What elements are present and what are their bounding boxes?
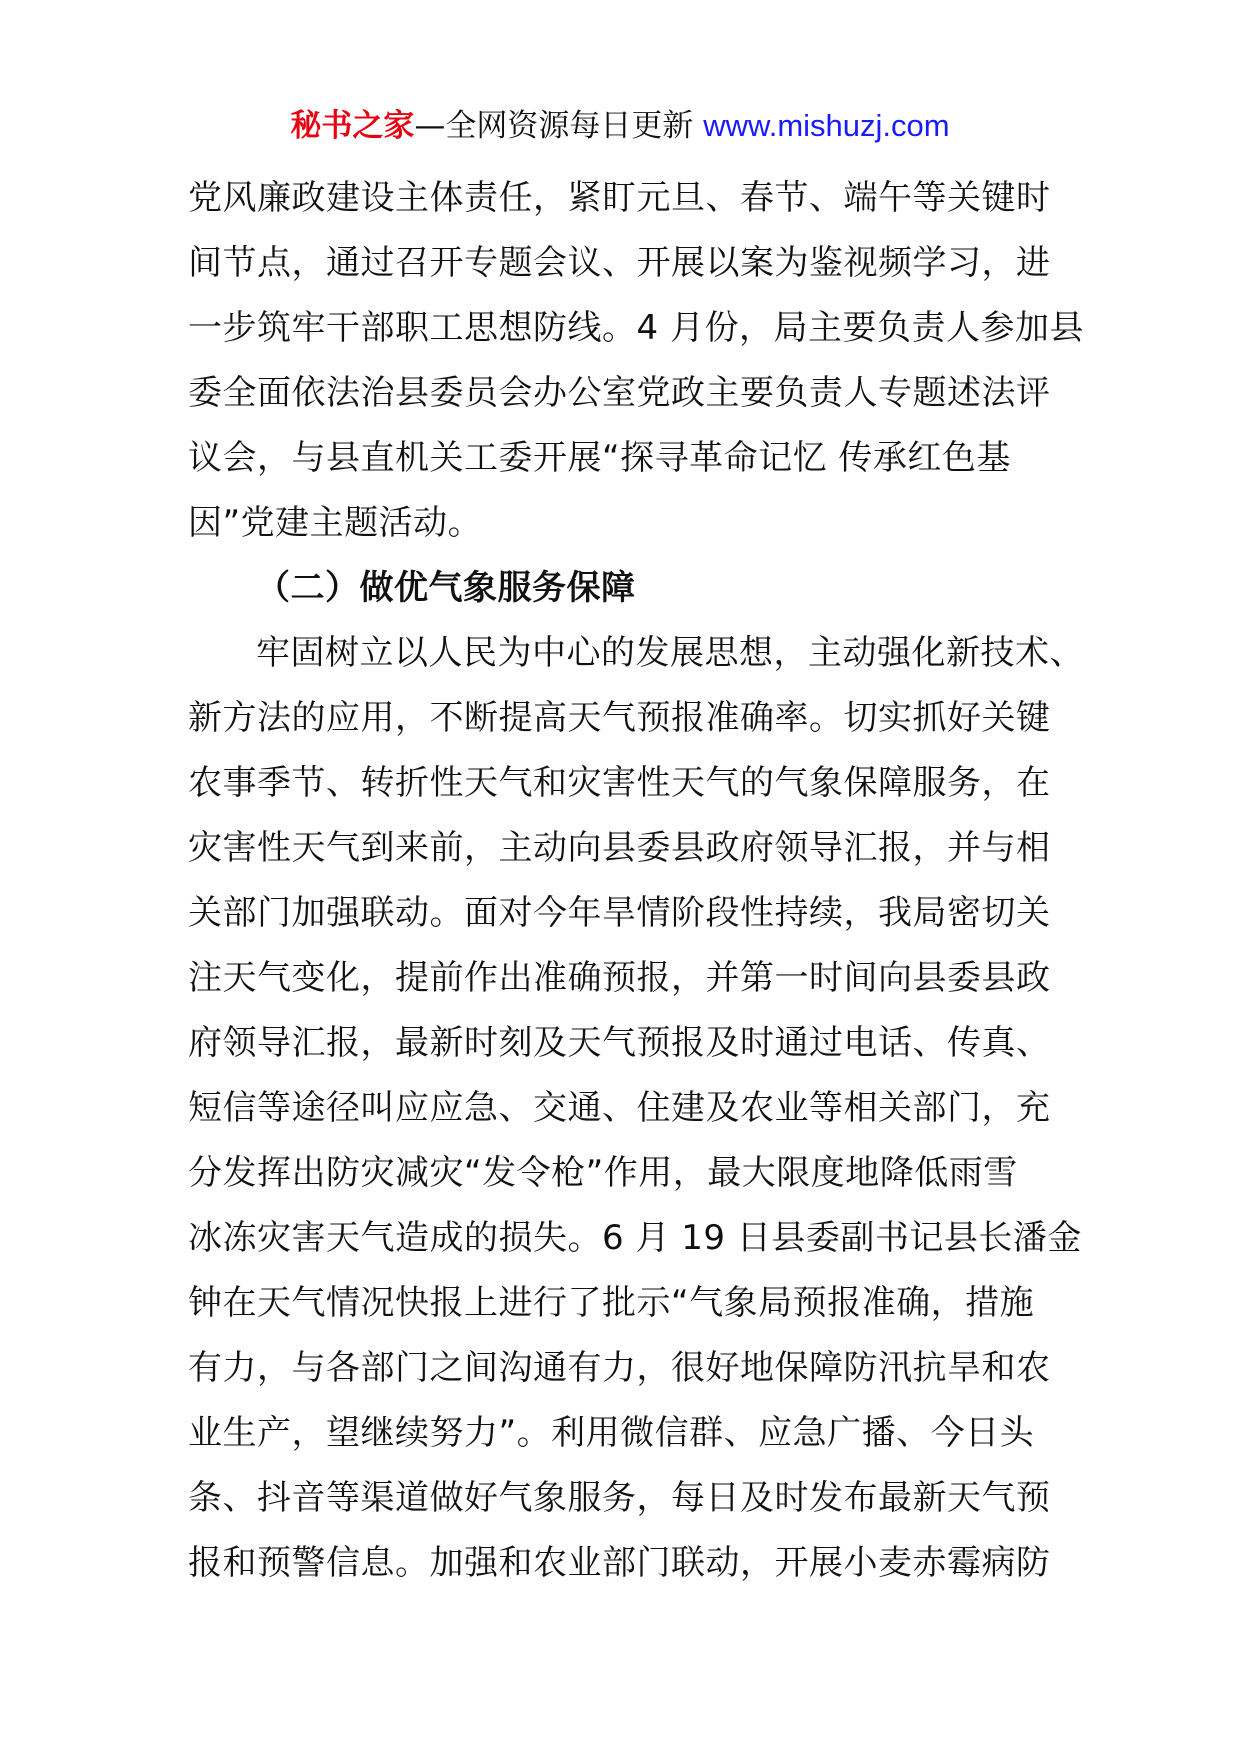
paragraph-line: 注天气变化，提前作出准确预报，并第一时间向县委县政 bbox=[188, 958, 1051, 998]
section-heading: （二）做优气象服务保障 bbox=[256, 568, 636, 608]
paragraph-line: 牢固树立以人民为中心的发展思想，主动强化新技术、 bbox=[256, 633, 1084, 673]
paragraph-line: 钟在天气情况快报上进行了批示“气象局预报准确，措施 bbox=[188, 1283, 1035, 1323]
paragraph-line: 短信等途径叫应应急、交通、住建及农业等相关部门，充 bbox=[188, 1088, 1051, 1128]
paragraph-line: 间节点，通过召开专题会议、开展以案为鉴视频学习，进 bbox=[188, 243, 1051, 283]
header-tagline: —全网资源每日更新 bbox=[414, 108, 704, 144]
paragraph-line: 冰冻灾害天气造成的损失。6 月 19 日县委副书记县长潘金 bbox=[188, 1218, 1082, 1258]
paragraph-line: 委全面依法治县委员会办公室党政主要负责人专题述法评 bbox=[188, 373, 1051, 413]
brand-name: 秘书之家 bbox=[290, 108, 415, 144]
paragraph-line: 新方法的应用，不断提高天气预报准确率。切实抓好关键 bbox=[188, 698, 1051, 738]
paragraph-line: 有力，与各部门之间沟通有力，很好地保障防汛抗旱和农 bbox=[188, 1348, 1051, 1388]
paragraph-line: 报和预警信息。加强和农业部门联动，开展小麦赤霉病防 bbox=[188, 1543, 1051, 1583]
paragraph-line: 一步筑牢干部职工思想防线。4 月份，局主要负责人参加县 bbox=[188, 308, 1084, 348]
paragraph-line: 条、抖音等渠道做好气象服务，每日及时发布最新天气预 bbox=[188, 1478, 1051, 1518]
paragraph-line: 因”党建主题活动。 bbox=[188, 503, 483, 543]
page-header bbox=[0, 104, 1240, 148]
paragraph-line: 农事季节、转折性天气和灾害性天气的气象保障服务，在 bbox=[188, 763, 1051, 803]
paragraph-line: 分发挥出防灾减灾“发令枪”作用，最大限度地降低雨雪 bbox=[188, 1153, 1018, 1193]
paragraph-line: 业生产，望继续努力”。利用微信群、应急广播、今日头 bbox=[188, 1413, 1035, 1453]
paragraph-line: 关部门加强联动。面对今年旱情阶段性持续，我局密切关 bbox=[188, 893, 1051, 933]
document-body bbox=[188, 166, 1084, 1596]
paragraph-line: 府领导汇报，最新时刻及天气预报及时通过电话、传真、 bbox=[188, 1023, 1051, 1063]
paragraph-line: 灾害性天气到来前，主动向县委县政府领导汇报，并与相 bbox=[188, 828, 1051, 868]
paragraph-line: 议会，与县直机关工委开展“探寻革命记忆 传承红色基 bbox=[188, 438, 1011, 478]
website-link[interactable]: www.mishuzj.com bbox=[703, 108, 950, 143]
paragraph-line: 党风廉政建设主体责任，紧盯元旦、春节、端午等关键时 bbox=[188, 178, 1051, 218]
